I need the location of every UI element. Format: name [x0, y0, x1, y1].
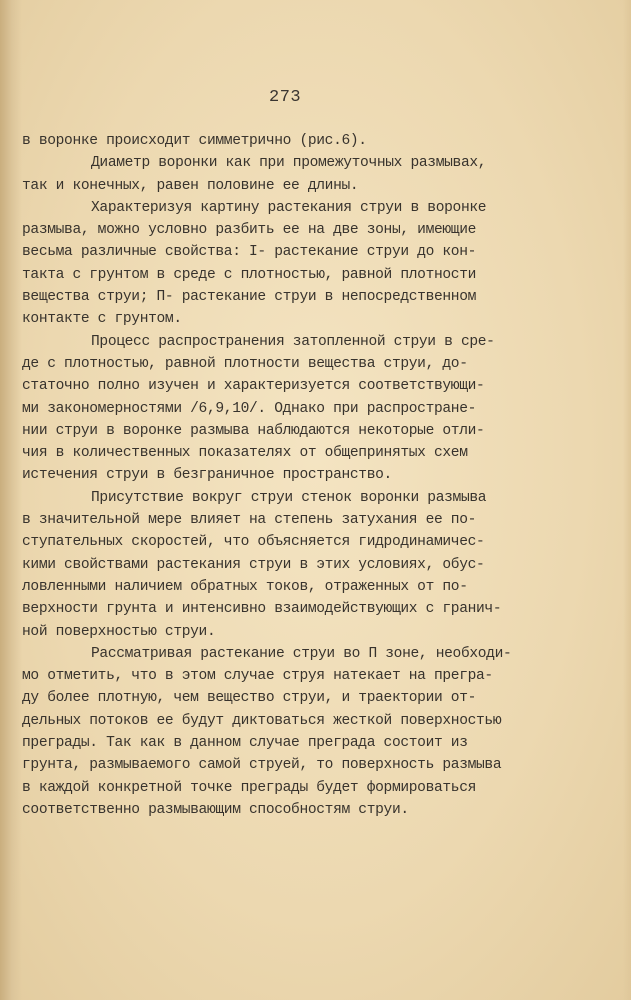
text-line: ной поверхностью струи.: [22, 623, 216, 640]
text-line: ступательных скоростей, что объясняется гидродинамичес-: [22, 534, 485, 551]
text-line: де с плотностью, равной плотности вещества струи, до-: [22, 355, 468, 372]
text-line: верхности грунта и интенсивно взаимодействующих с гранич-: [22, 601, 502, 618]
text-line: ду более плотную, чем вещество струи, и траектории от-: [22, 690, 477, 707]
text-line: так и конечных, равен половине ее длины.: [22, 177, 359, 194]
text-line: соответственно размывающим способностям струи.: [22, 801, 409, 818]
text-line: Процесс распространения затопленной струи в сре-: [91, 333, 495, 350]
text-line: Диаметр воронки как при промежуточных размывах,: [91, 155, 487, 172]
text-line: контакте с грунтом.: [22, 311, 182, 328]
text-line: истечения струи в безграничное пространство.: [22, 467, 392, 484]
page-edge-shadow: [623, 0, 631, 1000]
text-line: весьма различные свойства: I- растекание струи до кон-: [22, 244, 477, 261]
text-line: преграды. Так как в данном случае преграда состоит из: [22, 735, 468, 752]
text-line: Рассматривая растекание струи во П зоне, необходи-: [91, 645, 512, 662]
text-line: в каждой конкретной точке преграды будет формироваться: [22, 779, 477, 796]
text-line: в значительной мере влияет на степень затухания ее по-: [22, 512, 477, 529]
text-line: грунта, размываемого самой струей, то поверхность размыва: [22, 757, 502, 774]
text-line: Присутствие вокруг струи стенок воронки размыва: [91, 489, 487, 506]
text-line: такта с грунтом в среде с плотностью, равной плотности: [22, 266, 477, 283]
page-number: 273: [269, 88, 302, 107]
text-line: нии струи в воронке размыва наблюдаются некоторые отли-: [22, 422, 485, 439]
text-line: вещества струи; П- растекание струи в непосредственном: [22, 289, 477, 306]
text-line: кими свойствами растекания струи в этих условиях, обус-: [22, 556, 485, 573]
page-binding-shadow: [0, 0, 22, 1000]
text-line: дельных потоков ее будут диктоваться жесткой поверхностью: [22, 712, 502, 729]
text-line: Характеризуя картину растекания струи в воронке: [91, 199, 487, 216]
text-line: чия в количественных показателях от общепринятых схем: [22, 445, 468, 462]
text-line: мо отметить, что в этом случае струя натекает на прегра-: [22, 668, 493, 685]
text-line: статочно полно изучен и характеризуется соответствующи-: [22, 378, 485, 395]
text-line: в воронке происходит симметрично (рис.6).: [22, 133, 367, 149]
text-line: ми закономерностями /6,9,10/. Однако при распростране-: [22, 400, 477, 417]
body-text: [22, 130, 602, 821]
text-line: размыва, можно условно разбить ее на две зоны, имеющие: [22, 222, 477, 239]
text-line: ловленными наличием обратных токов, отраженных от по-: [22, 578, 468, 595]
